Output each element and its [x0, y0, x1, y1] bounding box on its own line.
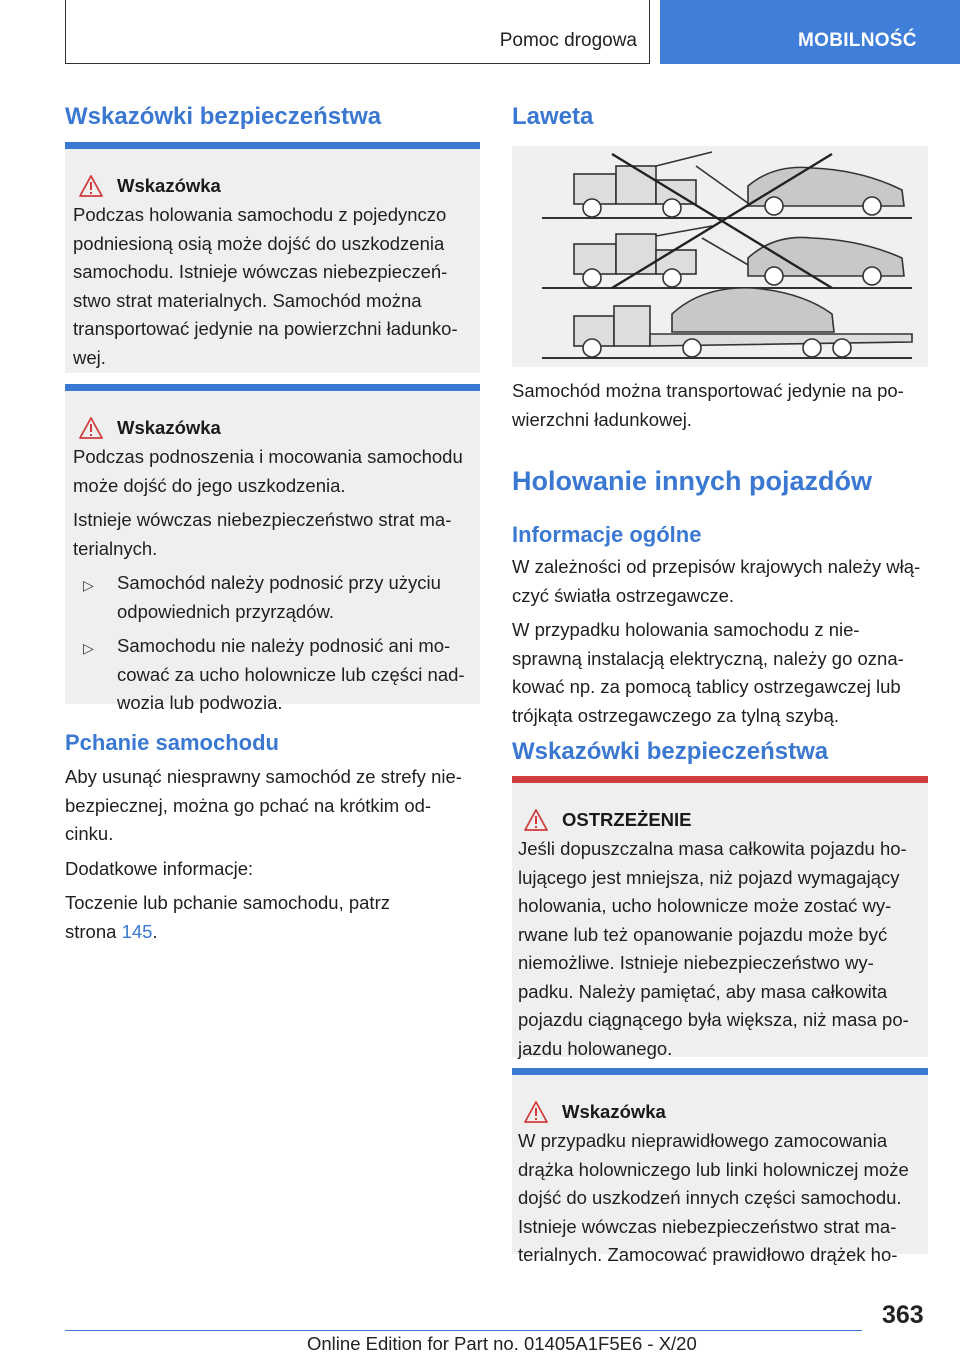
push-section-title: Pchanie samochodu: [65, 730, 279, 755]
figure-caption: [512, 377, 928, 434]
note-box-1-text: [73, 201, 480, 372]
warning-triangle-icon: [79, 175, 103, 197]
note-box-3-heading: [524, 1101, 928, 1123]
note-box-3: [512, 1068, 928, 1265]
text-line: cinku.: [65, 823, 114, 844]
tow-other-vehicles-title: Holowanie innych pojazdów: [512, 466, 873, 496]
text-line: Istnieje wówczas niebezpieczeństwo strat ma-: [518, 1215, 897, 1237]
text-line: W przypadku nieprawidłowego zamocowania: [518, 1130, 888, 1151]
text-line: Samochód można transportować jedynie na po-: [512, 380, 904, 401]
general-info-text: [512, 553, 932, 730]
footer-divider: [65, 1330, 862, 1331]
note-box-1-label: Wskazówka: [117, 175, 221, 196]
page-reference: [65, 918, 480, 947]
header-section-title: Pomoc drogowa: [499, 30, 637, 51]
text-line: podniesioną osią może dojść do uszkodzenia: [73, 232, 445, 254]
note-box-2-heading: [79, 417, 480, 439]
note-box-2: [65, 384, 480, 713]
bullet-triangle-icon: ▷: [83, 577, 94, 593]
text-line: W przypadku holowania samochodu z nie-: [512, 619, 860, 640]
laweta-title: Laweta: [512, 103, 594, 130]
text-line: padku. Należy pamiętać, aby masa całkowita: [518, 980, 888, 1002]
text-line: lującego jest mniejsza, niż pojazd wymagający: [518, 866, 900, 888]
ref-prefix: strona: [65, 920, 117, 942]
text-line: czyć światła ostrzegawcze.: [512, 584, 735, 606]
text-line: wozia lub podwozia.: [117, 692, 283, 713]
text-line: transportować jedynie na powierzchni ładunko-: [73, 318, 458, 339]
text-line: Samochodu nie należy podnosić ani mo-: [117, 635, 451, 656]
list-item: [73, 632, 480, 718]
text-line: cować za ucho holownicze lub części nad-: [117, 663, 465, 685]
text-line: kować np. za pomocą tablicy ostrzegawczej lub: [512, 676, 901, 697]
warning-triangle-icon: [524, 1101, 548, 1123]
note-box-3-label: Wskazówka: [562, 1101, 666, 1122]
text-line: trójkąta ostrzegawczego za tylną szybą.: [512, 704, 839, 726]
towing-diagram-svg: [512, 146, 928, 367]
warning-triangle-icon: [524, 809, 548, 831]
warning-triangle-icon: [79, 417, 103, 439]
note-box-1-heading: [79, 175, 480, 197]
text-line: Samochód należy podnosić przy użyciu: [117, 572, 441, 593]
text-line: terialnych. Zamocować prawidłowo drążek ho-: [518, 1244, 898, 1265]
text-line: wej.: [73, 346, 106, 368]
text-line: terialnych.: [73, 537, 158, 559]
warning-box: [512, 776, 928, 1057]
warning-box-heading: [524, 809, 928, 831]
text-line: W zależności od przepisów krajowych należy włą-: [512, 556, 921, 577]
text-line: dojść do uszkodzeń innych części samochodu.: [518, 1187, 902, 1208]
text-line: drążka holowniczego lub linki holowniczej może: [518, 1158, 909, 1180]
note-box-2-label: Wskazówka: [117, 417, 221, 438]
list-item: [73, 569, 480, 626]
right-safety-title: Wskazówki bezpieczeństwa: [512, 738, 829, 765]
text-line: rwane lub też opanowanie pojazdu może być: [518, 923, 888, 945]
bullet-triangle-icon: ▷: [83, 640, 94, 656]
text-line: może dojść do jego uszkodzenia.: [73, 474, 346, 496]
text-line: stwo strat materialnych. Samochód można: [73, 289, 422, 311]
warning-box-text: [518, 835, 928, 1063]
push-section-text: [65, 763, 480, 946]
page-number: 363: [882, 1301, 924, 1329]
note-box-2-text: [73, 443, 480, 718]
header-chapter-label: MOBILNOŚĆ: [798, 30, 917, 51]
text-line: holowania, ucho holownicze może zostać wy-: [518, 895, 892, 916]
tow-truck-row-2: [574, 226, 904, 287]
flatbed-truck-row-3: [574, 288, 912, 357]
note-box-3-text: [518, 1127, 928, 1270]
text-line: Aby usunąć niesprawny samochód ze strefy nie-: [65, 766, 462, 787]
text-line: sprawną instalacją elektryczną, należy go ozna-: [512, 647, 904, 669]
text-line: Toczenie lub pchanie samochodu, patrz: [65, 892, 390, 913]
footer-edition-text: Online Edition for Part no. 01405A1F5E6 - X/20: [307, 1333, 697, 1354]
text-line: samochodu. Istnieje wówczas niebezpieczeń-: [73, 261, 448, 282]
text-line: jazdu holowanego.: [518, 1037, 673, 1059]
warning-box-label: OSTRZEŻENIE: [562, 809, 692, 830]
text-line: Dodatkowe informacje:: [65, 857, 254, 879]
general-info-title: Informacje ogólne: [512, 522, 702, 547]
ref-suffix: .: [152, 920, 158, 942]
prohibited-cross-marks: [612, 154, 832, 288]
text-line: bezpiecznej, można go pchać na krótkim od-: [65, 794, 432, 816]
left-section-title: Wskazówki bezpieczeństwa: [65, 103, 382, 130]
text-line: Podczas holowania samochodu z pojedynczo: [73, 204, 447, 225]
towing-methods-illustration: [512, 146, 928, 367]
text-line: Podczas podnoszenia i mocowania samochodu: [73, 446, 463, 467]
note-box-1: [65, 142, 480, 373]
text-line: wierzchni ładunkowej.: [512, 408, 692, 430]
text-line: odpowiednich przyrządów.: [117, 600, 334, 622]
page-link-145[interactable]: 145: [121, 920, 153, 942]
text-line: niemożliwe. Istnieje niebezpieczeństwo wy-: [518, 952, 874, 973]
text-line: pojazdu ciągnącego była większa, niż masa po-: [518, 1009, 909, 1030]
text-line: Istnieje wówczas niebezpieczeństwo strat ma-: [73, 509, 452, 530]
text-line: Jeśli dopuszczalna masa całkowita pojazdu ho-: [518, 838, 907, 859]
header-chapter-tab: [660, 0, 960, 64]
